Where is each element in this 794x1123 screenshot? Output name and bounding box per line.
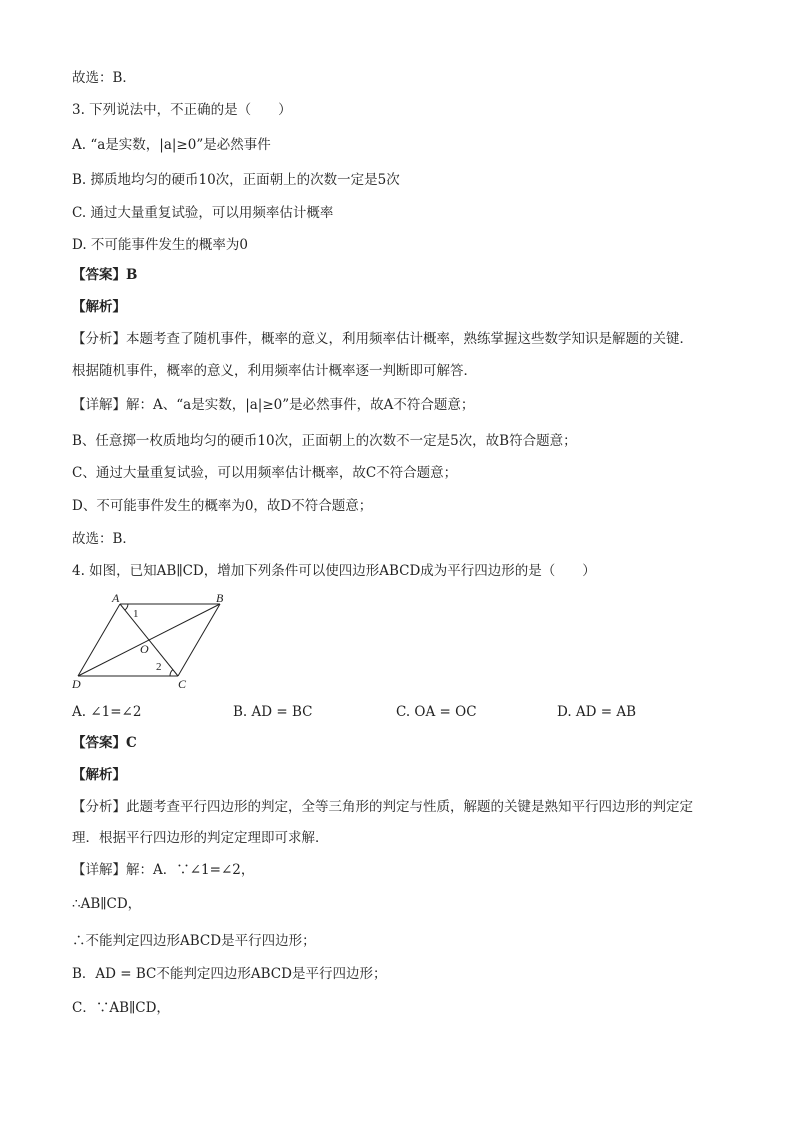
question-3-option-a: A. “a是实数，|a|≥0”是必然事件 xyxy=(72,137,271,153)
detail-text: ∴不能判定四边形ABCD是平行四边形； xyxy=(72,933,316,949)
detail-text: D、不可能事件发生的概率为0，故D不符合题意； xyxy=(72,498,373,514)
question-4-option-a: A. ∠1=∠2 xyxy=(72,704,142,720)
question-4-option-d: D. AD = AB xyxy=(557,704,637,720)
analysis-text: 根据随机事件，概率的意义，利用频率估计概率逐一判断即可解答． xyxy=(72,363,477,379)
conclusion-text: 故选：B． xyxy=(72,531,136,547)
question-4-stem: 4. 如图，已知AB∥CD，增加下列条件可以使四边形ABCD成为平行四边形的是（ ） xyxy=(72,563,596,579)
detail-text: 【详解】解：A、“a是实数，|a|≥0”是必然事件，故A不符合题意； xyxy=(72,397,475,413)
label-o: O xyxy=(140,642,149,656)
detail-text: B．AD = BC不能判定四边形ABCD是平行四边形； xyxy=(72,966,387,982)
analysis-text: 理．根据平行四边形的判定定理即可求解． xyxy=(72,830,329,846)
question-3-option-b: B. 掷质地均匀的硬币10次，正面朝上的次数一定是5次 xyxy=(72,172,400,188)
question-3-option-c: C. 通过大量重复试验，可以用频率估计概率 xyxy=(72,205,334,221)
label-angle-1: 1 xyxy=(133,608,139,620)
label-a: A xyxy=(112,591,120,605)
question-4-option-b: B. AD = BC xyxy=(233,704,313,720)
detail-text: C．∵AB∥CD， xyxy=(72,1000,170,1016)
label-b: B xyxy=(216,591,224,605)
answer-label: 【答案】B xyxy=(72,267,138,283)
angle-1-arc xyxy=(125,604,128,610)
text-line: 故选：B． xyxy=(72,70,136,86)
question-3-stem: 3. 下列说法中，不正确的是（ ） xyxy=(72,102,292,118)
analysis-text: 【分析】本题考查了随机事件，概率的意义，利用频率估计概率，熟练掌握这些数学知识是解题的关键． xyxy=(72,331,693,347)
question-3-option-d: D. 不可能事件发生的概率为0 xyxy=(72,237,249,253)
label-d: D xyxy=(72,677,81,690)
detail-text: 【详解】解：A．∵∠1=∠2， xyxy=(72,862,255,878)
analysis-label: 【解析】 xyxy=(72,299,126,315)
angle-2-arc xyxy=(170,670,173,677)
detail-text: C、通过大量重复试验，可以用频率估计概率，故C不符合题意； xyxy=(72,465,458,481)
detail-text: B、任意掷一枚质地均匀的硬币10次，正面朝上的次数不一定是5次，故B符合题意； xyxy=(72,433,577,449)
label-c: C xyxy=(178,677,187,690)
detail-text: ∴AB∥CD， xyxy=(72,896,142,912)
label-angle-2: 2 xyxy=(156,661,162,673)
parallelogram-figure xyxy=(72,590,242,690)
analysis-label: 【解析】 xyxy=(72,767,126,783)
question-4-option-c: C. OA = OC xyxy=(396,704,477,720)
analysis-text: 【分析】此题考查平行四边形的判定，全等三角形的判定与性质，解题的关键是熟知平行四边形的判定定 xyxy=(72,799,693,815)
answer-label: 【答案】C xyxy=(72,735,137,751)
